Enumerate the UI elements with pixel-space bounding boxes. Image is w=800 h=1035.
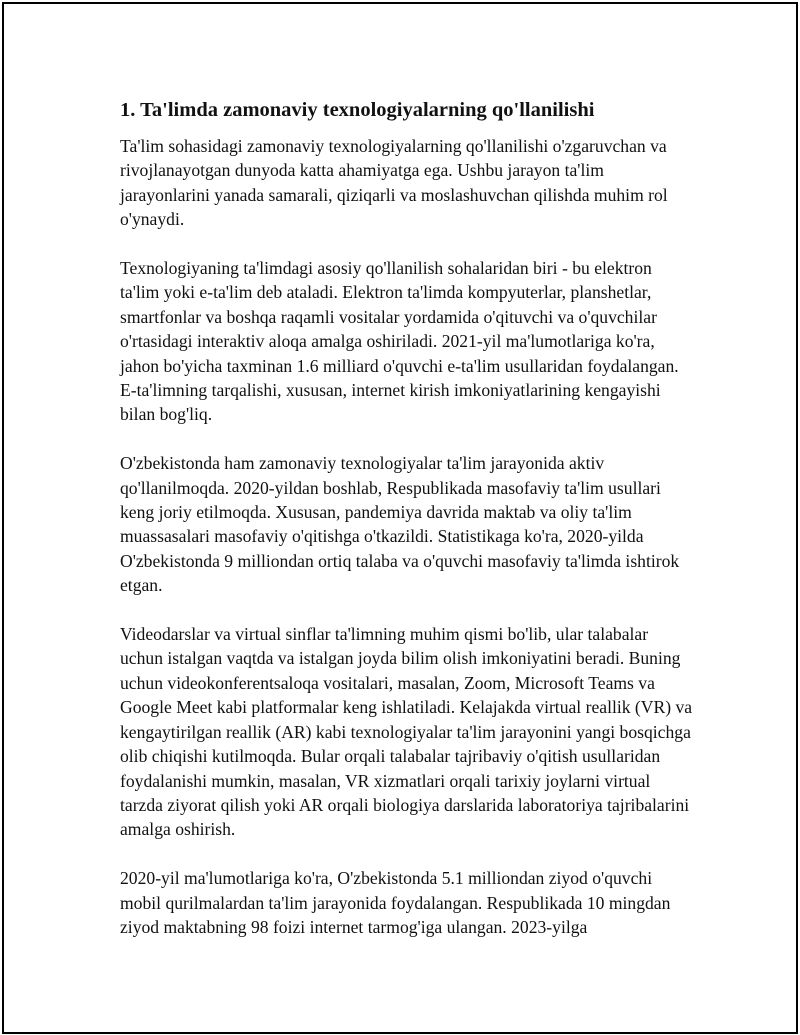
page-frame [2,2,798,1034]
section-heading: 1. Ta'limda zamonaviy texnologiyalarning qo'llanilishi [120,99,595,121]
paragraph-virtual-classes: Videodarslar va virtual sinflar ta'limning muhim qismi bo'lib, ular talabalar uchun istalgan vaqtda va istalgan joyda bilim olish imkoniyatini beradi. Buning uchun videokonferentsaloqa vositalari, masalan, Zoom, Microsoft Teams va Google Meet kabi platformalar keng ishlatiladi. Kelajakda virtual reallik (VR) va kengaytirilgan reallik (AR) kabi texnologiyalar ta'lim jarayonini yangi bosqichga olib chiqishi kutilmoqda. Bular orqali talabalar tajribaviy o'qitish usullaridan foydalanishi mumkin, masalan, VR xizmatlari orqali tarixiy joylarni virtual tarzda ziyorat qilish yoki AR orqali biologiya darslarida laboratoriya tajribalarini amalga oshirish. [120,624,693,840]
paragraph-uzbekistan: O'zbekistonda ham zamonaviy texnologiyalar ta'lim jarayonida aktiv qo'llanilmoqda. 2020-yildan boshlab, Respublikada masofaviy ta'lim usullari keng joriy etilmoqda. Xususan, pandemiya davrida maktab va oliy ta'lim muassasalari masofaviy o'qitishga o'tkazildi. Statistikaga ko'ra, 2020-yilda O'zbekistonda 9 milliondan ortiq talaba va o'quvchi masofaviy ta'limda ishtirok etgan. [120,453,680,596]
paragraph-e-learning: Texnologiyaning ta'limdagi asosiy qo'llanilish sohalaridan biri - bu elektron ta'lim yoki e-ta'lim deb ataladi. Elektron ta'limda kompyuterlar, planshetlar, smartfonlar va boshqa raqamli vositalar yordamida o'qituvchi va o'quvchilar o'rtasidagi interaktiv aloqa amalga oshiriladi. 2021-yil ma'lumotlariga ko'ra, jahon bo'yicha taxminan 1.6 milliard o'quvchi e-ta'lim usullaridan foydalangan. E-ta'limning tarqalishi, xususan, internet kirish imkoniyatlarining kengayishi bilan bog'liq. [120,258,679,425]
paragraph-intro: Ta'lim sohasidagi zamonaviy texnologiyalarning qo'llanilishi o'zgaruvchan va rivojlanayotgan dunyoda katta ahamiyatga ega. Ushbu jarayon ta'lim jarayonlarini yanada samarali, qiziqarli va moslashuvchan qilishda muhim rol o'ynaydi. [120,136,668,230]
paragraph-mobile-statistics: 2020-yil ma'lumotlariga ko'ra, O'zbekistonda 5.1 milliondan ziyod o'quvchi mobil qurilmalardan ta'lim jarayonida foydalangan. Respublikada 10 mingdan ziyod maktabning 98 foizi internet tarmog'iga ulangan. 2023-yilga [120,868,671,937]
document-body [120,96,694,964]
